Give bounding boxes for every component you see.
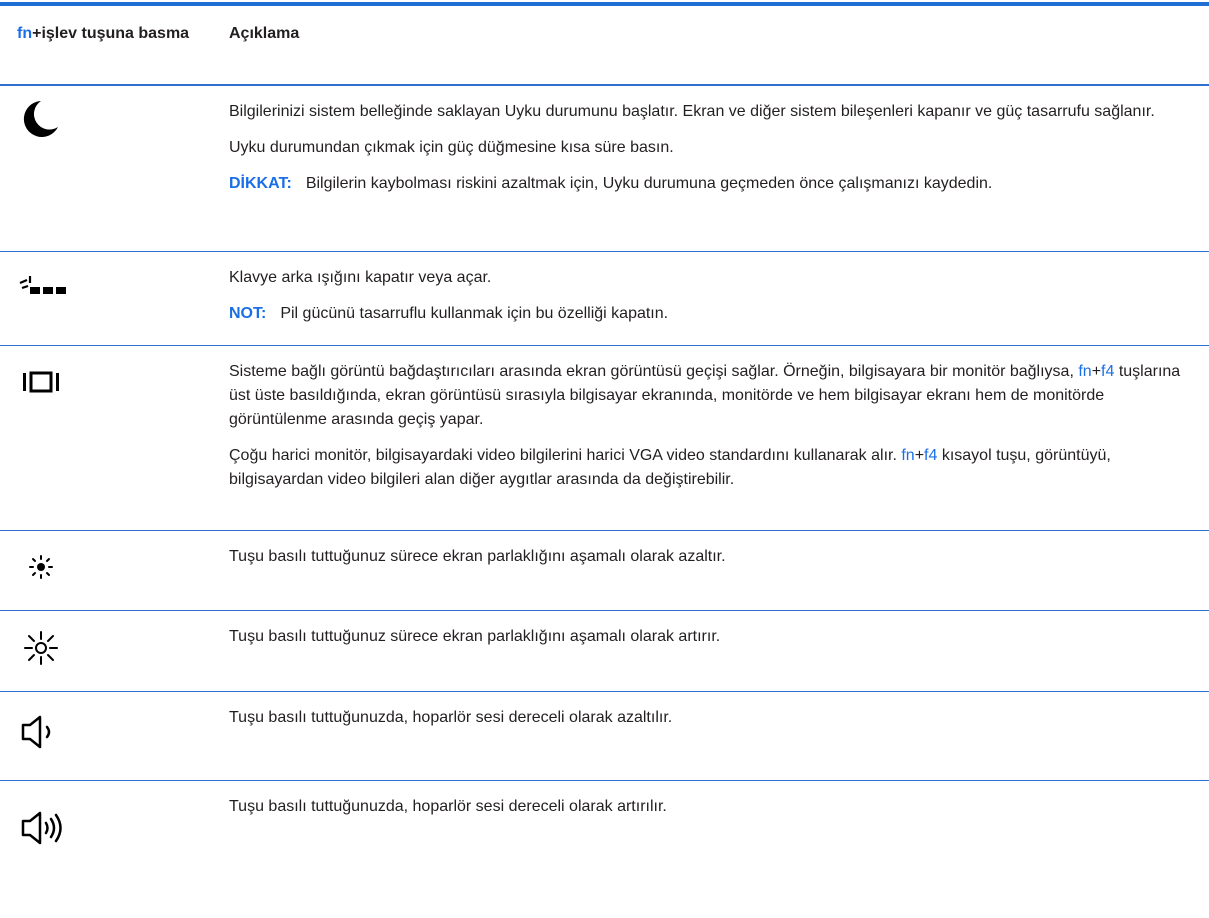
row-sleep-caution [229,172,1194,196]
table-row-sleep [0,86,1209,251]
note-label: NOT: [229,305,267,322]
display-text-2b: kısayol tuşu, görüntüyü, bilgisayardan video bilgileri alan diğer aygıtlar arasında da değiştirebilir. [229,447,1111,488]
table-top-border [0,2,1209,6]
row-display-text-1 [229,360,1194,432]
row-sleep-text-2: Uyku durumundan çıkmak için güç düğmesine kısa süre basın. [229,139,674,156]
row-brightness-up-text: Tuşu basılı tuttuğunuz sürece ekran parlaklığını aşamalı olarak artırır. [229,628,721,645]
table-row-brightness-up [0,611,1209,691]
table-row-volume-up [0,781,1209,901]
table-row-backlight [0,252,1209,345]
header-fn-key: fn [17,25,33,42]
fn-key-link: fn [1078,363,1092,380]
row-backlight-note [229,302,1194,326]
display-text-2a: Çoğu harici monitör, bilgisayardaki video bilgilerini harici VGA video standardını kullanarak alır. [229,447,902,464]
plus-sign: + [1091,363,1102,380]
table-row-display-switch [0,346,1209,530]
plus-sign: + [914,447,925,464]
display-text-1a: Sisteme bağlı görüntü bağdaştırıcıları arasında ekran görüntüsü geçişi sağlar. Örneğin, bilgisayara bir monitör bağlıysa, [229,363,1079,380]
display-text-1b: tuşlarına üst üste basıldığında, ekran görüntüsü sırasıyla bilgisayar ekranında, monitörde ve hem bilgisayar ekranı hem de monitörde görüntülenme arasında geçiş yapar. [229,363,1181,428]
note-text: Pil gücünü tasarruflu kullanmak için bu özelliği kapatın. [280,305,669,322]
caution-label: DİKKAT: [229,175,292,192]
fn-key-link: fn [901,447,915,464]
row-display-text-2 [229,444,1194,492]
column-header-description: Açıklama [229,25,300,42]
row-volume-down-text: Tuşu basılı tuttuğunuzda, hoparlör sesi dereceli olarak azaltılır. [229,709,673,726]
row-brightness-down-text: Tuşu basılı tuttuğunuz sürece ekran parlaklığını aşamalı olarak azaltır. [229,548,726,565]
column-header-key [17,22,207,45]
row-sleep-text-1: Bilgilerinizi sistem belleğinde saklayan Uyku durumunu başlatır. Ekran ve diğer sistem bileşenleri kapanır ve güç tasarrufu sağlanır. [229,103,1155,120]
row-volume-up-text: Tuşu basılı tuttuğunuzda, hoparlör sesi dereceli olarak artırılır. [229,798,667,815]
f4-key-link: f4 [924,447,938,464]
caution-text: Bilgilerin kaybolması riskini azaltmak için, Uyku durumuna geçmeden önce çalışmanızı kaydedin. [305,175,993,192]
row-backlight-text: Klavye arka ışığını kapatır veya açar. [229,269,492,286]
f4-key-link: f4 [1101,363,1115,380]
table-row-volume-down [0,692,1209,780]
table-row-brightness-down [0,531,1209,610]
header-key-text: +işlev tuşuna basma [32,25,190,42]
